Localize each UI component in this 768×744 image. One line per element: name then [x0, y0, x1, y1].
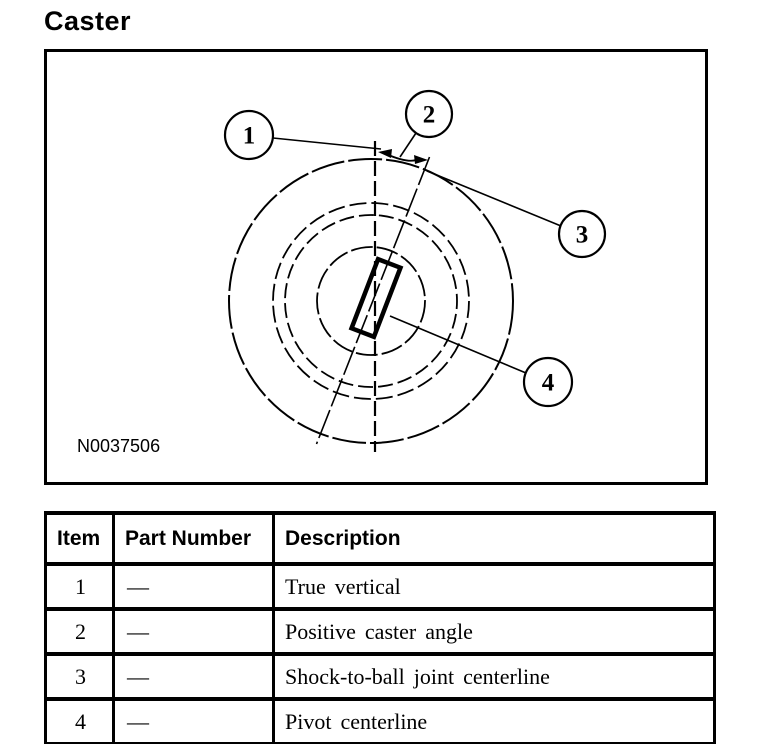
header-description: Description	[274, 513, 715, 564]
tire-inner-circle	[273, 203, 469, 399]
row-2-description: Positive caster angle	[274, 609, 715, 654]
tire-outer-circle	[229, 159, 513, 443]
callout-3-label: 3	[575, 221, 589, 249]
table-row	[46, 609, 715, 654]
caster-angle-arrowhead-right	[414, 155, 428, 164]
row-3-part-number: —	[114, 654, 274, 699]
row-2-item: 2	[46, 609, 114, 654]
table-row	[46, 699, 715, 744]
callout-4	[524, 358, 572, 406]
callout-1-leader	[273, 138, 381, 149]
row-4-part-number: —	[114, 699, 274, 744]
shock-ball-joint-centerline	[317, 157, 430, 444]
table-row	[46, 564, 715, 609]
callout-2	[406, 91, 452, 137]
parts-table	[44, 511, 716, 744]
row-3-item: 3	[46, 654, 114, 699]
row-3-description: Shock-to-ball joint centerline	[274, 654, 715, 699]
hub-circle	[317, 247, 425, 355]
callout-4-label: 4	[541, 369, 555, 397]
callout-2-leader	[400, 133, 416, 157]
table-row	[46, 654, 715, 699]
row-2-part-number: —	[114, 609, 274, 654]
caster-diagram	[47, 52, 705, 482]
callout-3-leader	[427, 171, 561, 226]
figure-id: N0037506	[77, 436, 161, 456]
caster-angle-arrowhead-left	[378, 149, 392, 158]
row-4-item: 4	[46, 699, 114, 744]
callout-3	[559, 211, 605, 257]
callout-1-label: 1	[242, 122, 256, 150]
callout-1	[225, 111, 273, 159]
header-item: Item	[46, 513, 114, 564]
row-1-part-number: —	[114, 564, 274, 609]
page-title: Caster	[44, 6, 132, 36]
parts-table-header-row	[46, 513, 715, 564]
caster-diagram-frame	[44, 49, 708, 485]
row-4-description: Pivot centerline	[274, 699, 715, 744]
rim-circle	[285, 215, 457, 387]
callout-2-label: 2	[422, 101, 436, 129]
row-1-item: 1	[46, 564, 114, 609]
row-1-description: True vertical	[274, 564, 715, 609]
header-part-number: Part Number	[114, 513, 274, 564]
